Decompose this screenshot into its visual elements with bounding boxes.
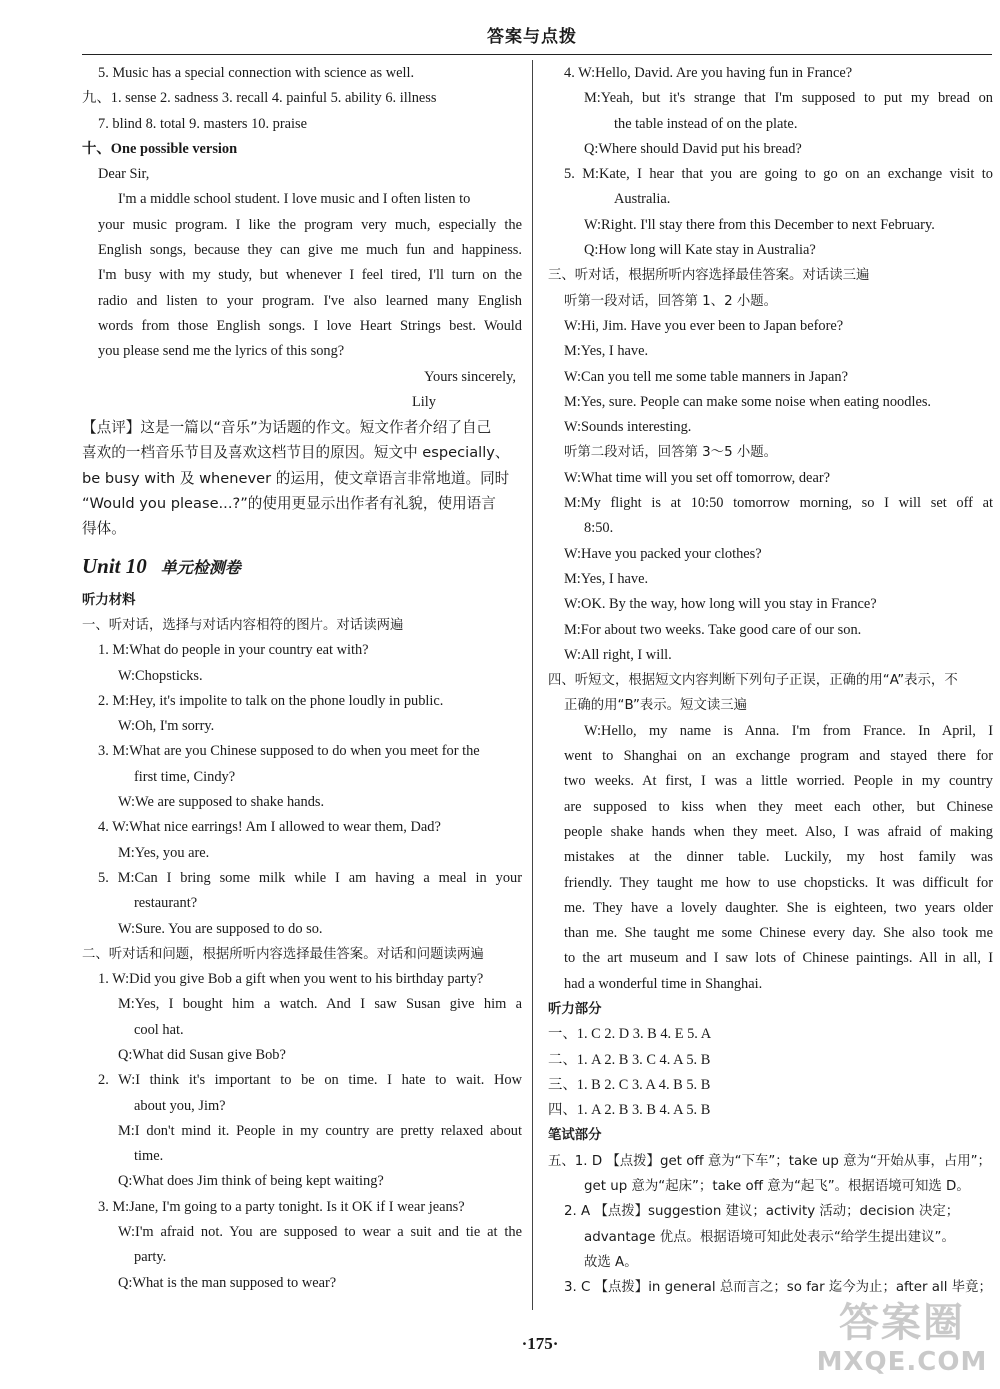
text-line: M:Yes, sure. People can make some noise when eating noodles. — [564, 393, 932, 410]
column-divider — [532, 60, 533, 1310]
text-line: than me. She taught me some Chinese every day. She also took me — [564, 925, 993, 942]
text-line: 5. M:Kate, I hear that you are going to go on an exchange visit to — [564, 166, 993, 183]
text-line: 3. M:What are you Chinese supposed to do when you meet for the — [98, 743, 480, 760]
text-line: 一、1. C 2. D 3. B 4. E 5. A — [548, 1026, 712, 1043]
review-comment — [82, 415, 522, 541]
text-line: 2. M:Hey, it's impolite to talk on the phone loudly in public. — [98, 692, 444, 709]
right-column — [548, 61, 993, 1301]
text-line: 一、听对话，选择与对话内容相符的图片。对话读两遍 — [82, 617, 404, 633]
text-line: Australia. — [614, 191, 671, 208]
text-line: 四、1. A 2. B 3. B 4. A 5. B — [548, 1102, 711, 1119]
text-line: M:I don't mind it. People in my country are pretty relaxed about — [118, 1122, 522, 1139]
text-line: radio and listen to your program. I've also learned many English — [98, 292, 522, 309]
review-line: 得体。 — [82, 520, 126, 538]
text-line: Yours sincerely, — [424, 368, 516, 385]
text-line: Q:What did Susan give Bob? — [118, 1046, 286, 1063]
text-line: 5. Music has a special connection with science as well. — [98, 65, 415, 81]
text-line: English songs, because they can give me much fun and happiness. — [98, 242, 522, 259]
text-line: 故选 A。 — [584, 1254, 638, 1270]
text-line: I'm busy with my study, but whenever I feel tired, I'll turn on the — [98, 267, 522, 284]
text-line: 四、听短文，根据短文内容判断下列句子正误，正确的用“A”表示，不 — [548, 673, 958, 689]
unit-subtitle: 单元检测卷 — [160, 557, 241, 577]
text-line: 7. blind 8. total 9. masters 10. praise — [98, 115, 308, 132]
watermark-text-en: MXQE.COM — [816, 1347, 988, 1377]
text-line: Dear Sir, — [98, 166, 150, 183]
text-line: 听第二段对话，回答第 3～5 小题。 — [564, 445, 778, 461]
text-line: M:My flight is at 10:50 tomorrow morning, so I will set off at — [564, 495, 993, 512]
text-line: M:Yes, I have. — [564, 343, 649, 360]
text-line: about you, Jim? — [134, 1097, 226, 1114]
text-line: W:Oh, I'm sorry. — [118, 718, 215, 735]
text-line: Q:Where should David put his bread? — [584, 140, 802, 157]
text-line: M:For about two weeks. Take good care of our son. — [564, 621, 862, 638]
text-line: 听力部分 — [548, 1001, 602, 1017]
text-line: the table instead of on the plate. — [614, 115, 798, 132]
text-line: W:We are supposed to shake hands. — [118, 794, 325, 811]
text-line: your music program. I like the program very much, especially the — [98, 216, 522, 233]
text-line: to the art museum and I saw lots of Chinese paintings. All in all, I — [564, 950, 993, 967]
text-line: W:Have you packed your clothes? — [564, 545, 762, 562]
watermark-text-cn: 答案圈 — [839, 1300, 965, 1346]
text-line: get up 意为“起床”；take off 意为“起飞”。根据语境可知选 D。 — [584, 1179, 970, 1195]
text-line: two weeks. At first, I was a little worried. People in my country — [564, 773, 993, 790]
text-line: party. — [134, 1249, 167, 1266]
review-line: 【点评】这是一篇以“音乐”为话题的作文。短文作者介绍了自己 — [82, 419, 492, 437]
text-line: 1. W:Did you give Bob a gift when you went to his birthday party? — [98, 971, 484, 988]
left-section-listening — [82, 588, 522, 1296]
text-line: me. They have a lovely daughter. She is eighteen, two years older — [564, 899, 993, 916]
text-line: 正确的用“B”表示。短文读三遍 — [564, 698, 748, 714]
left-column — [82, 61, 522, 1296]
left-section-answers — [82, 61, 522, 415]
text-line: M:Yes, I bought him a watch. And I saw Susan give him a — [118, 996, 522, 1013]
text-line: M:Yes, you are. — [118, 844, 210, 861]
text-line: W:Hi, Jim. Have you ever been to Japan before? — [564, 317, 844, 334]
text-line: Lily — [412, 393, 436, 410]
review-line: 喜欢的一档音乐节目及喜欢这档节目的原因。短文中 especially、 — [82, 444, 510, 462]
text-line: Q:How long will Kate stay in Australia? — [584, 242, 816, 259]
text-line: restaurant? — [134, 895, 198, 912]
page-header: 答案与点拨 — [487, 27, 577, 47]
text-line: 九、1. sense 2. sadness 3. recall 4. painful 5. ability 6. illness — [82, 90, 437, 107]
text-line: time. — [134, 1148, 164, 1165]
text-line: 听第一段对话，回答第 1、2 小题。 — [564, 293, 778, 309]
text-line: 4. W:What nice earrings! Am I allowed to wear them, Dad? — [98, 819, 441, 836]
text-line: 3. C 【点拨】in general 总而言之；so far 迄今为止；after all 毕竟； — [564, 1280, 992, 1296]
text-line: M:Yeah, but it's strange that I'm supposed to put my bread on — [584, 90, 993, 107]
right-section — [548, 61, 993, 1301]
text-line: 4. W:Hello, David. Are you having fun in France? — [564, 65, 853, 81]
text-line: 3. M:Jane, I'm going to a party tonight. Is it OK if I wear jeans? — [98, 1198, 465, 1215]
text-line: W:OK. By the way, how long will you stay in France? — [564, 596, 877, 613]
text-line: advantage 优点。根据语境可知此处表示“给学生提出建议”。 — [584, 1229, 955, 1245]
text-line: went to Shanghai on an exchange program and stayed there for — [564, 748, 993, 765]
text-line: mistakes at the dinner table. Luckily, my host family was — [564, 849, 993, 866]
review-line: be busy with 及 whenever 的运用，使文章语言非常地道。同时 — [82, 469, 510, 487]
text-line: 2. A 【点拨】suggestion 建议；activity 活动；decision 决定； — [564, 1204, 960, 1220]
text-line: 8:50. — [584, 520, 614, 537]
text-line: I'm a middle school student. I love music and I often listen to — [118, 191, 471, 208]
text-line: first time, Cindy? — [134, 768, 236, 785]
text-line: 五、1. D 【点拨】get off 意为“下车”；take up 意为“开始从事，占用”； — [548, 1153, 991, 1169]
text-line: 5. M:Can I bring some milk while I am having a meal in your — [98, 869, 522, 886]
unit-title: Unit 10 — [82, 553, 147, 578]
text-line: people shake hands when they meet. Also, I was afraid of making — [564, 823, 993, 840]
watermark-logo — [808, 1300, 996, 1386]
unit-heading — [82, 544, 522, 588]
text-line: 2. W:I think it's important to be on time. I hate to wait. How — [98, 1072, 522, 1089]
text-line: 二、1. A 2. B 3. C 4. A 5. B — [548, 1051, 711, 1068]
text-line: W:What time will you set off tomorrow, dear? — [564, 469, 831, 486]
text-line: 二、听对话和问题，根据所听内容选择最佳答案。对话和问题读两遍 — [82, 946, 484, 962]
text-line: Q:What does Jim think of being kept waiting? — [118, 1173, 384, 1190]
text-line: Q:What is the man supposed to wear? — [118, 1274, 337, 1291]
text-line: W:Can you tell me some table manners in Japan? — [564, 368, 848, 385]
text-line: cool hat. — [134, 1021, 184, 1038]
header-rule — [82, 54, 992, 55]
text-line: had a wonderful time in Shanghai. — [564, 975, 763, 992]
text-line: 十、One possible version — [82, 140, 238, 157]
text-line: W:Hello, my name is Anna. I'm from France. In April, I — [584, 722, 993, 739]
text-line: friendly. They taught me how to use chopsticks. It was difficult for — [564, 874, 993, 891]
text-line: 三、听对话，根据所听内容选择最佳答案。对话读三遍 — [548, 268, 870, 284]
text-line: 三、1. B 2. C 3. A 4. B 5. B — [548, 1076, 711, 1093]
text-line: 1. M:What do people in your country eat with? — [98, 642, 369, 659]
text-line: W:Sure. You are supposed to do so. — [118, 920, 323, 937]
text-line: W:Right. I'll stay there from this December to next February. — [584, 216, 935, 233]
text-line: are supposed to kiss when they meet each other, but Chinese — [564, 798, 993, 815]
text-line: W:All right, I will. — [564, 646, 672, 663]
text-line: you please send me the lyrics of this song? — [98, 343, 345, 360]
text-line: 笔试部分 — [548, 1128, 602, 1144]
text-line: words from those English songs. I love Heart Strings best. Would — [98, 317, 522, 334]
text-line: 听力材料 — [82, 592, 136, 608]
text-line: W:I'm afraid not. You are supposed to wear a suit and tie at the — [118, 1224, 522, 1241]
text-line: W:Sounds interesting. — [564, 419, 692, 436]
text-line: M:Yes, I have. — [564, 570, 649, 587]
text-line: W:Chopsticks. — [118, 667, 203, 684]
page-number: ·175· — [521, 1334, 559, 1353]
review-line: “Would you please...?”的使用更显示出作者有礼貌，使用语言 — [82, 495, 496, 513]
